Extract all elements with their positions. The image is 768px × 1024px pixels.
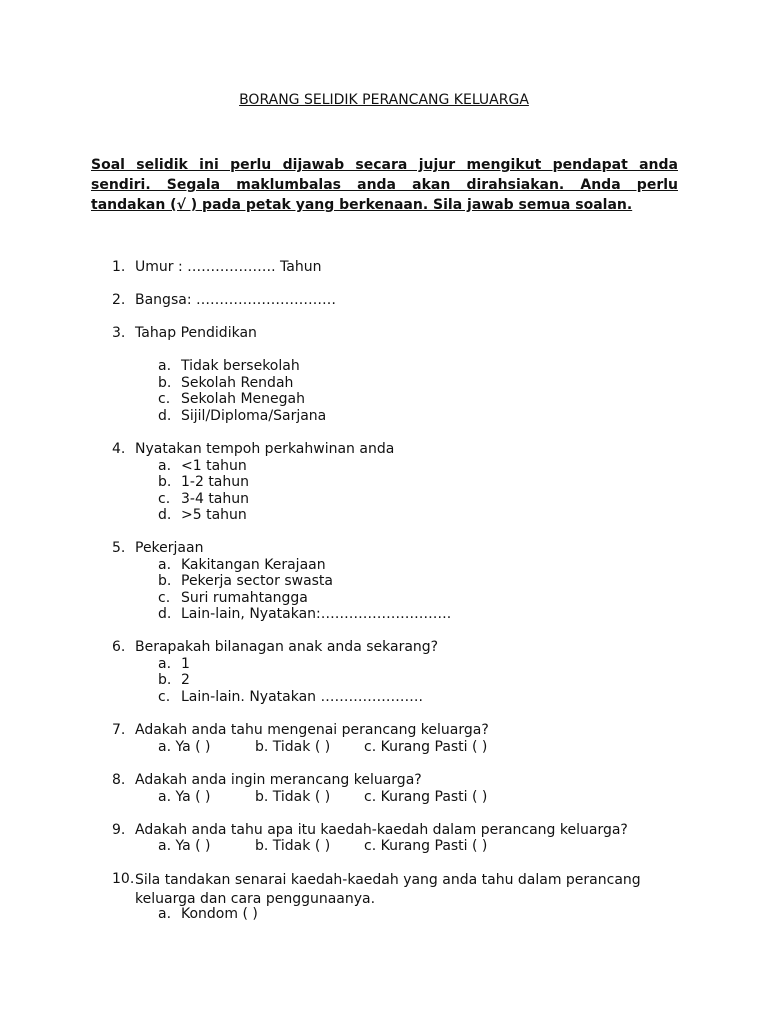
option-text: Kondom ( ) [181, 906, 258, 922]
question-text: Nyatakan tempoh perkahwinan anda [135, 441, 395, 457]
answer-ya[interactable]: a. Ya ( ) [158, 789, 211, 805]
question-number: 6. [112, 639, 126, 655]
option-text: 2 [181, 672, 190, 688]
question-number: 3. [112, 325, 126, 341]
intro-instructions: Soal selidik ini perlu dijawab secara jujur mengikut pendapat anda sendiri. Segala maklumbalas anda akan dirahsiakan. Anda perlu tandakan (√ ) pada petak yang berkenaan. Sila jawab semua soalan. [91, 157, 678, 213]
option-text: Sijil/Diploma/Sarjana [181, 408, 327, 424]
option-text: 1 [181, 656, 190, 672]
option-letter: c. [158, 689, 171, 705]
option-text: >5 tahun [181, 507, 247, 523]
option-text: Sekolah Menegah [181, 391, 305, 407]
option-letter: d. [158, 408, 172, 424]
answer-tidak[interactable]: b. Tidak ( ) [255, 739, 331, 755]
option-letter: a. [158, 358, 172, 374]
option-letter: a. [158, 458, 172, 474]
option-letter: d. [158, 606, 172, 622]
option-letter: c. [158, 491, 171, 507]
question-text: Tahap Pendidikan [135, 325, 257, 341]
answer-tidak[interactable]: b. Tidak ( ) [255, 838, 331, 854]
option-text: Tidak bersekolah [181, 358, 300, 374]
option-letter: c. [158, 391, 171, 407]
question-text: Pekerjaan [135, 540, 204, 556]
option-letter: b. [158, 672, 172, 688]
option-text: 3-4 tahun [181, 491, 250, 507]
option-letter: a. [158, 557, 172, 573]
option-text: Lain-lain, Nyatakan:………………………. [181, 606, 452, 622]
option-text: 1-2 tahun [181, 474, 250, 490]
answer-tidak[interactable]: b. Tidak ( ) [255, 789, 331, 805]
question-text: Berapakah bilanagan anak anda sekarang? [135, 639, 439, 655]
answer-ya[interactable]: a. Ya ( ) [158, 739, 211, 755]
option-letter: a. [158, 656, 172, 672]
question-text: Adakah anda tahu mengenai perancang keluarga? [135, 722, 489, 738]
option-letter: b. [158, 375, 172, 391]
question-number: 4. [112, 441, 126, 457]
option-text: Lain-lain. Nyatakan …………………. [181, 689, 423, 705]
question-number: 8. [112, 772, 126, 788]
question-number: 2. [112, 292, 126, 308]
question-text: Adakah anda tahu apa itu kaedah-kaedah dalam perancang keluarga? [135, 822, 628, 838]
option-letter: c. [158, 590, 171, 606]
option-text: Sekolah Rendah [181, 375, 294, 391]
option-letter: d. [158, 507, 172, 523]
question-number: 1. [112, 259, 126, 275]
option-text: Kakitangan Kerajaan [181, 557, 326, 573]
question-text: Bangsa: ………………………… [135, 292, 336, 308]
question-number: 7. [112, 722, 126, 738]
option-text: <1 tahun [181, 458, 247, 474]
answer-ya[interactable]: a. Ya ( ) [158, 838, 211, 854]
question-text: Sila tandakan senarai kaedah-kaedah yang anda tahu dalam perancang keluarga dan cara penggunaanya. [135, 872, 641, 907]
option-letter: b. [158, 474, 172, 490]
answer-kurang-pasti[interactable]: c. Kurang Pasti ( ) [364, 789, 488, 805]
option-letter: a. [158, 906, 172, 922]
option-text: Suri rumahtangga [181, 590, 308, 606]
option-letter: b. [158, 573, 172, 589]
option-text: Pekerja sector swasta [181, 573, 334, 589]
form-title: BORANG SELIDIK PERANCANG KELUARGA [239, 92, 529, 108]
answer-kurang-pasti[interactable]: c. Kurang Pasti ( ) [364, 739, 488, 755]
question-number: 5. [112, 540, 126, 556]
question-text: Umur : ………………. Tahun [135, 259, 322, 275]
question-number: 10. [112, 871, 135, 887]
question-text: Adakah anda ingin merancang keluarga? [135, 772, 422, 788]
question-number: 9. [112, 822, 126, 838]
answer-kurang-pasti[interactable]: c. Kurang Pasti ( ) [364, 838, 488, 854]
